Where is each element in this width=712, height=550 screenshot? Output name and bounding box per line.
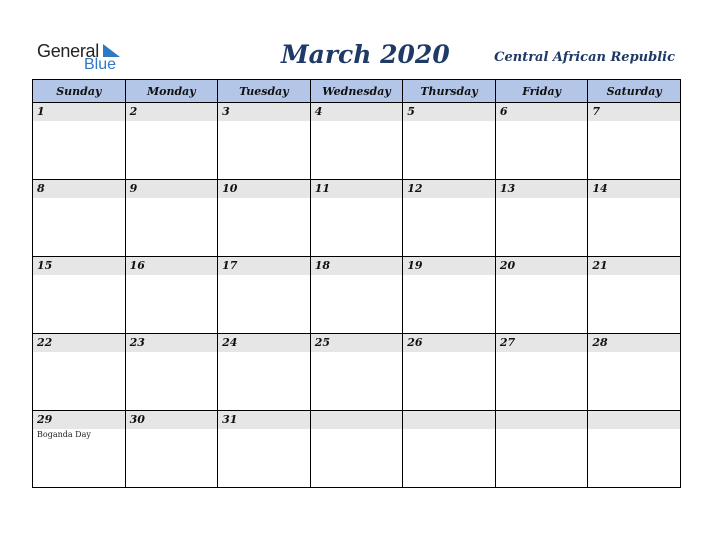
day-number: 31 [218, 411, 310, 429]
day-number: 30 [126, 411, 218, 429]
weekday-header: Friday [495, 80, 588, 103]
day-cell [588, 334, 681, 411]
day-cell [310, 257, 403, 334]
weekday-header: Saturday [588, 80, 681, 103]
day-cell [495, 411, 588, 488]
day-number: 29 [33, 411, 125, 429]
day-cell [125, 180, 218, 257]
weekday-header: Tuesday [218, 80, 311, 103]
logo-general-text: General [37, 41, 99, 61]
country-name: Central African Republic [494, 50, 675, 65]
day-cell [310, 180, 403, 257]
day-number: 3 [218, 103, 310, 121]
day-number: 16 [126, 257, 218, 275]
day-number: 19 [403, 257, 495, 275]
weekday-header: Sunday [33, 80, 126, 103]
day-number: 4 [311, 103, 403, 121]
logo [37, 41, 127, 75]
day-number [588, 411, 680, 429]
day-cell [218, 180, 311, 257]
day-cell [218, 257, 311, 334]
day-number: 25 [311, 334, 403, 352]
day-cell [588, 411, 681, 488]
day-cell [33, 334, 126, 411]
calendar-grid [32, 79, 681, 488]
day-cell [403, 334, 496, 411]
day-number: 2 [126, 103, 218, 121]
day-number: 24 [218, 334, 310, 352]
day-number: 8 [33, 180, 125, 198]
day-number: 12 [403, 180, 495, 198]
day-cell [218, 334, 311, 411]
weekday-header-row [33, 80, 681, 103]
day-cell [125, 103, 218, 180]
week-row [33, 103, 681, 180]
day-cell [495, 103, 588, 180]
page-title: March 2020 [281, 40, 450, 69]
day-number: 28 [588, 334, 680, 352]
day-cell [403, 257, 496, 334]
day-number: 18 [311, 257, 403, 275]
day-cell [403, 103, 496, 180]
day-number: 10 [218, 180, 310, 198]
weekday-header: Thursday [403, 80, 496, 103]
day-number: 21 [588, 257, 680, 275]
weekday-header: Wednesday [310, 80, 403, 103]
day-cell [588, 180, 681, 257]
day-cell [310, 334, 403, 411]
logo-blue-text: Blue [84, 56, 117, 73]
day-cell [125, 257, 218, 334]
day-number: 22 [33, 334, 125, 352]
week-row [33, 257, 681, 334]
day-number: 6 [496, 103, 588, 121]
day-number [496, 411, 588, 429]
day-number: 17 [218, 257, 310, 275]
day-number: 20 [496, 257, 588, 275]
week-row [33, 334, 681, 411]
day-cell [33, 103, 126, 180]
day-number: 11 [311, 180, 403, 198]
day-cell [33, 257, 126, 334]
week-row [33, 180, 681, 257]
holiday-label: Boganda Day [37, 430, 91, 439]
day-cell [125, 334, 218, 411]
day-number: 27 [496, 334, 588, 352]
day-cell [310, 411, 403, 488]
day-cell [33, 411, 126, 488]
day-cell [588, 257, 681, 334]
day-cell [495, 334, 588, 411]
day-number: 9 [126, 180, 218, 198]
day-cell [495, 257, 588, 334]
day-cell [218, 103, 311, 180]
day-cell [125, 411, 218, 488]
day-number: 15 [33, 257, 125, 275]
day-number: 13 [496, 180, 588, 198]
day-cell [403, 411, 496, 488]
day-cell [403, 180, 496, 257]
day-number: 26 [403, 334, 495, 352]
day-cell [218, 411, 311, 488]
day-number [311, 411, 403, 429]
day-cell [588, 103, 681, 180]
weekday-header: Monday [125, 80, 218, 103]
day-cell [310, 103, 403, 180]
day-number: 1 [33, 103, 125, 121]
day-number [403, 411, 495, 429]
week-row [33, 411, 681, 488]
day-number: 23 [126, 334, 218, 352]
day-number: 14 [588, 180, 680, 198]
day-number: 5 [403, 103, 495, 121]
day-cell [33, 180, 126, 257]
day-number: 7 [588, 103, 680, 121]
day-cell [495, 180, 588, 257]
